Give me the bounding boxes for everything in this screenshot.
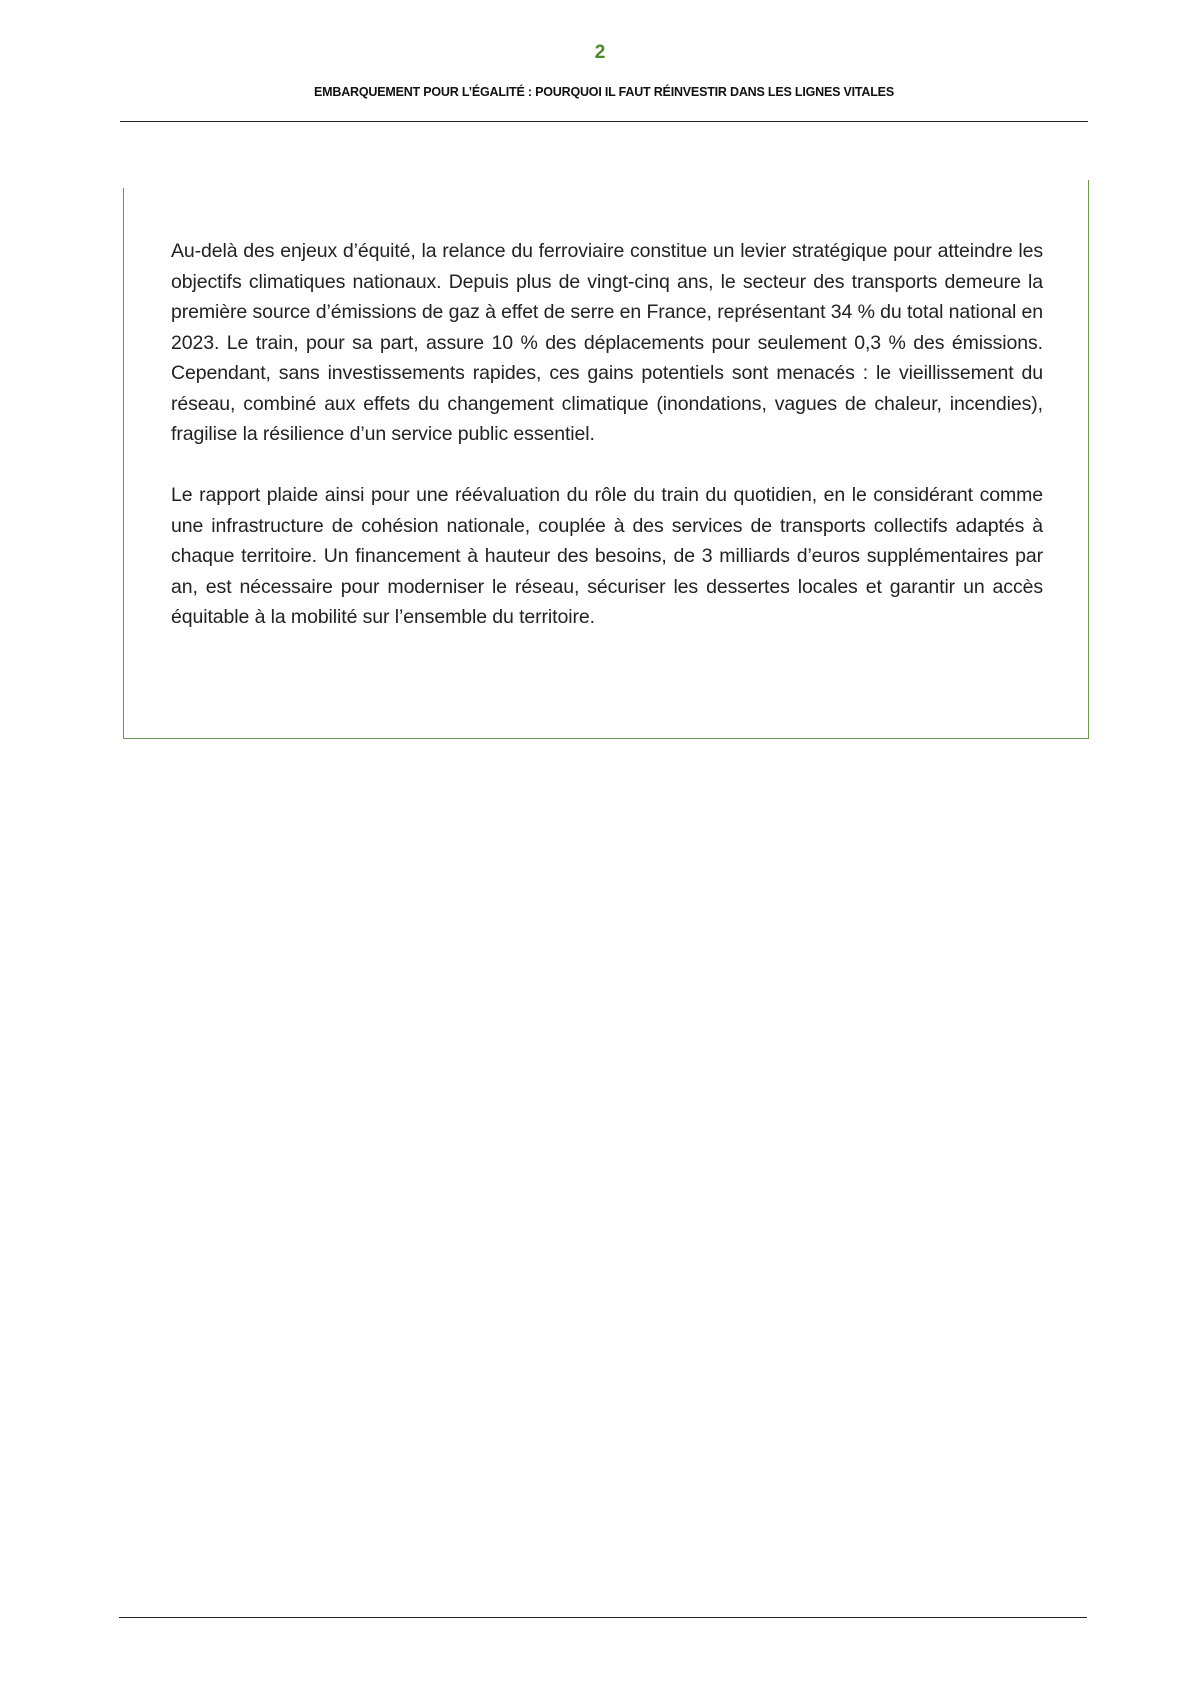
header-divider (120, 121, 1088, 122)
paragraph: Au-delà des enjeux d’équité, la relance du ferroviaire constitue un levier stratégique pour atteindre les objectifs climatiques nationaux. Depuis plus de vingt-cinq ans, le secteur des transports demeure la première source d’émissions de gaz à effet de serre en France, représentant 34 % du total national en 2023. Le train, pour sa part, assure 10 % des déplacements pour seulement 0,3 % des émissions. Cependant, sans investissements rapides, ces gains potentiels sont menacés : le vieillissement du réseau, combiné aux effets du changement climatique (inondations, vagues de chaleur, incendies), fragilise la résilience d’un service public essentiel. (171, 240, 1043, 445)
paragraph: Le rapport plaide ainsi pour une réévaluation du rôle du train du quotidien, en le considérant comme une infrastructure de cohésion nationale, couplée à des services de transports collectifs adaptés à chaque territoire. Un financement à hauteur des besoins, de 3 milliards d’euros supplémentaires par an, est nécessaire pour moderniser le réseau, sécuriser les dessertes locales et garantir un accès équitable à la mobilité sur l’ensemble du territoire. (171, 484, 1043, 628)
page-number: 2 (594, 42, 606, 63)
running-title: EMBARQUEMENT POUR L’ÉGALITÉ : POURQUOI IL FAUT RÉINVESTIR DANS LES LIGNES VITALES (314, 85, 894, 99)
footer-divider (119, 1617, 1087, 1618)
summary-text (171, 236, 1043, 663)
